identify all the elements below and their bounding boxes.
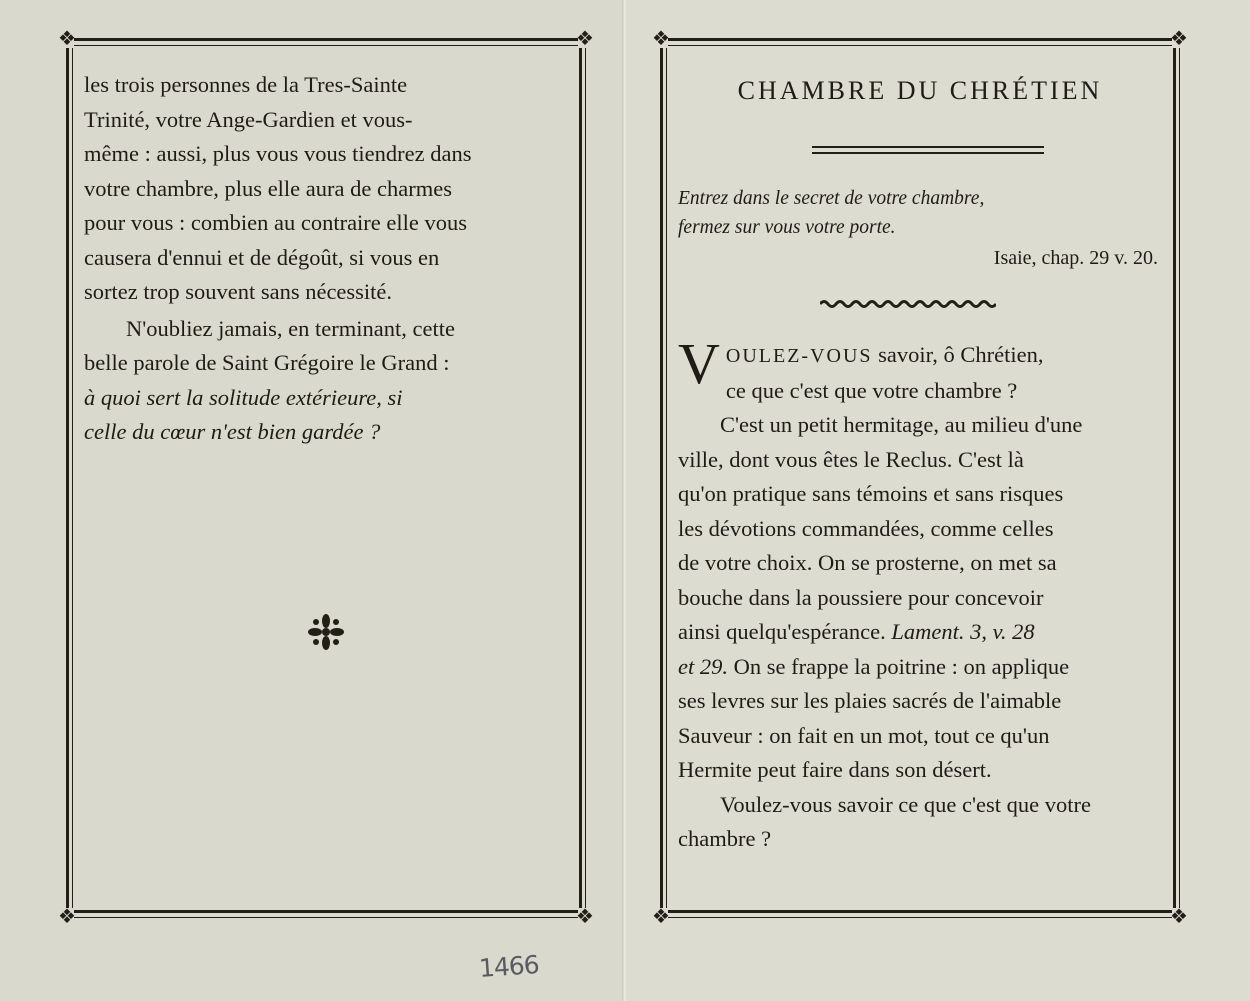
corner-ornament-icon: ❖	[576, 906, 594, 928]
scripture-reference: et 29.	[678, 653, 728, 679]
epigraph-line: Entrez dans le secret de votre chambre,	[678, 188, 985, 209]
text-line: pour vous : combien au contraire elle vous	[84, 210, 468, 235]
corner-ornament-icon: ❖	[576, 28, 594, 50]
border-bottom-rule	[668, 910, 1172, 918]
corner-ornament-icon: ❖	[652, 906, 670, 928]
right-page	[626, 0, 1250, 1001]
border-right-rule	[1173, 48, 1180, 908]
epigraph-reference: Isaie, chap. 29 v. 20.	[993, 247, 1158, 269]
border-top-rule	[668, 38, 1172, 46]
border-left-rule	[660, 48, 667, 908]
scripture-reference: Lament. 3, v. 28	[891, 619, 1035, 644]
text-line: C'est un petit hermitage, au milieu d'une	[720, 412, 1083, 437]
text-line: bouche dans la poussiere pour concevoir	[678, 584, 1044, 610]
text-line: causera d'ennui et de dégoût, si vous en	[84, 244, 440, 270]
text-line: belle parole de Saint Grégoire le Grand :	[84, 350, 450, 375]
first-word: OULEZ-VOUS	[725, 345, 873, 367]
border-left-rule	[66, 48, 73, 908]
text-line: sortez trop souvent sans nécessité.	[84, 279, 393, 304]
left-page	[0, 0, 624, 1001]
border-top-rule	[74, 38, 578, 46]
quote-line: celle du cœur n'est bien gardée ?	[84, 419, 381, 444]
text-line: même : aussi, plus vous vous tiendrez dans	[84, 141, 472, 166]
corner-ornament-icon: ❖	[1170, 28, 1188, 50]
epigraph	[678, 184, 1162, 273]
wavy-divider-icon	[820, 298, 996, 310]
inventory-number: 1466	[478, 949, 540, 984]
floral-ornament-icon	[306, 612, 346, 652]
right-page-border	[652, 28, 1188, 928]
text-line: votre chambre, plus elle aura de charmes	[84, 175, 452, 201]
corner-ornament-icon: ❖	[58, 906, 76, 928]
text-line: qu'on pratique sans témoins et sans risques	[678, 481, 1064, 506]
text-line: ce que c'est que votre chambre ?	[725, 377, 1018, 403]
text-line: N'oubliez jamais, en terminant, cette	[126, 315, 455, 341]
border-right-rule	[579, 48, 586, 908]
text-line: Hermite peut faire dans son désert.	[678, 757, 992, 782]
title-rule	[812, 146, 1044, 148]
text-line: chambre ?	[678, 826, 772, 851]
text-line: Trinité, votre Ange-Gardien et vous-	[84, 106, 413, 132]
drop-cap: V	[678, 331, 720, 396]
corner-ornament-icon: ❖	[1170, 906, 1188, 928]
text-line: ville, dont vous êtes le Reclus. C'est là	[678, 446, 1024, 472]
text-line: Sauveur : on fait en un mot, tout ce qu'un	[678, 722, 1050, 748]
first-line-rest: savoir, ô Chrétien,	[872, 342, 1044, 367]
corner-ornament-icon: ❖	[652, 28, 670, 50]
quote-line: à quoi sert la solitude extérieure, si	[84, 384, 403, 410]
left-page-text	[84, 68, 568, 450]
text-line: ses levres sur les plaies sacrés de l'aimable	[678, 688, 1062, 713]
corner-ornament-icon: ❖	[58, 28, 76, 50]
text-line	[678, 650, 1162, 685]
text-line: les dévotions commandées, comme celles	[678, 515, 1054, 541]
text-line	[678, 615, 1162, 650]
text-span: ainsi quelqu'espérance.	[678, 619, 892, 644]
border-bottom-rule	[74, 910, 578, 918]
epigraph-line: fermez sur vous votre porte.	[678, 217, 896, 238]
text-line: de votre choix. On se prosterne, on met sa	[678, 550, 1057, 575]
page-title: CHAMBRE DU CHRÉTIEN	[737, 76, 1103, 105]
left-page-border	[58, 28, 594, 928]
text-line: les trois personnes de la Tres-Sainte	[84, 72, 408, 97]
text-line: Voulez-vous savoir ce que c'est que votre	[720, 791, 1092, 817]
title-rule	[812, 152, 1044, 154]
right-page-text	[678, 331, 1162, 857]
text-span: On se frappe la poitrine : on applique	[728, 653, 1070, 679]
